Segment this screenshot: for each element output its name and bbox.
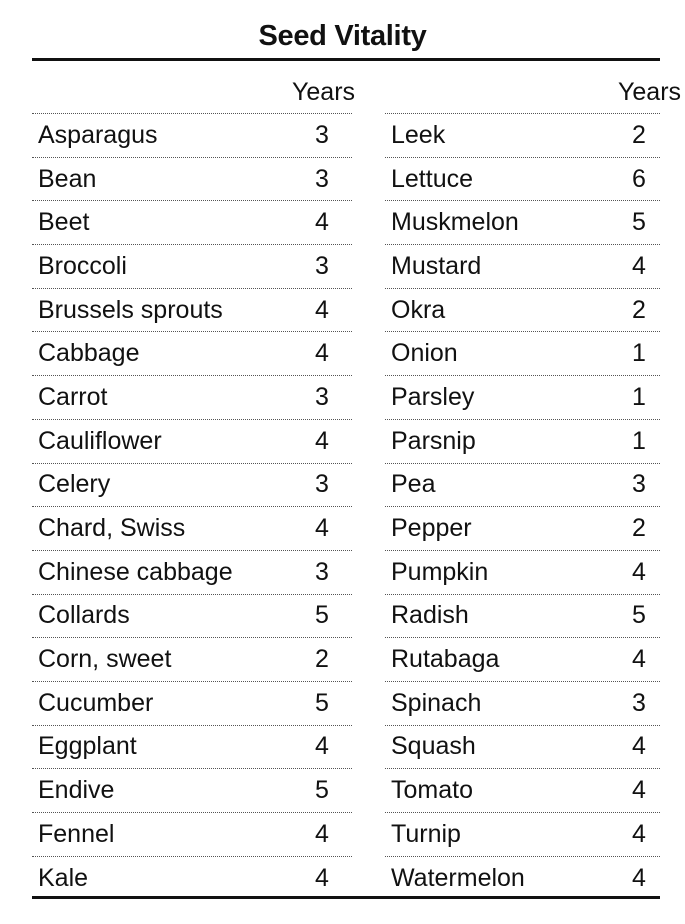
- vegetable-name: Celery: [38, 470, 111, 499]
- years-value: 6: [632, 164, 646, 193]
- left-years-header: Years: [292, 78, 356, 106]
- table-row: [32, 507, 352, 551]
- years-value: 2: [632, 295, 646, 324]
- years-value: 4: [632, 819, 646, 848]
- vegetable-name: Radish: [391, 601, 469, 630]
- vegetable-name: Broccoli: [38, 251, 127, 280]
- table-row: [32, 332, 352, 376]
- table-row: [32, 376, 352, 420]
- years-value: 4: [632, 776, 646, 805]
- years-value: 3: [315, 470, 329, 499]
- years-value: 1: [632, 426, 646, 455]
- years-value: 5: [315, 776, 329, 805]
- table-row: [32, 726, 352, 770]
- right-years-header: Years: [618, 78, 682, 106]
- vegetable-name: Pea: [391, 470, 436, 499]
- table-row: [385, 201, 660, 245]
- table-row: [385, 245, 660, 289]
- table-row: [32, 682, 352, 726]
- vegetable-name: Turnip: [391, 819, 461, 848]
- vegetable-name: Watermelon: [391, 864, 525, 893]
- years-value: 4: [315, 864, 329, 893]
- vegetable-name: Leek: [391, 120, 446, 149]
- vegetable-name: Cauliflower: [38, 426, 162, 455]
- table-row: [385, 813, 660, 857]
- table-title: Seed Vitality: [258, 20, 427, 52]
- years-value: 5: [632, 601, 646, 630]
- table-row: [385, 420, 660, 464]
- vegetable-name: Collards: [38, 601, 130, 630]
- vegetable-name: Endive: [38, 776, 115, 805]
- vegetable-name: Squash: [391, 732, 476, 761]
- years-value: 5: [315, 688, 329, 717]
- vegetable-name: Spinach: [391, 688, 482, 717]
- vegetable-name: Brussels sprouts: [38, 295, 223, 324]
- table-row: [32, 289, 352, 333]
- vegetable-name: Muskmelon: [391, 208, 519, 237]
- table-row: [385, 464, 660, 508]
- years-value: 4: [315, 295, 329, 324]
- years-value: 3: [315, 164, 329, 193]
- years-value: 4: [315, 514, 329, 543]
- years-value: 4: [315, 426, 329, 455]
- vegetable-name: Rutabaga: [391, 645, 500, 674]
- vegetable-name: Chinese cabbage: [38, 557, 233, 586]
- years-value: 4: [315, 732, 329, 761]
- years-value: 3: [315, 382, 329, 411]
- left-header-row: [32, 72, 356, 114]
- table-row: [385, 376, 660, 420]
- vegetable-name: Okra: [391, 295, 446, 324]
- vegetable-name: Tomato: [391, 776, 473, 805]
- years-value: 2: [632, 120, 646, 149]
- table-row: [32, 114, 352, 158]
- years-value: 4: [632, 864, 646, 893]
- table-row: [32, 158, 352, 202]
- vegetable-name: Eggplant: [38, 732, 137, 761]
- table-row: [32, 420, 352, 464]
- vegetable-name: Kale: [38, 864, 89, 893]
- vegetable-name: Parsley: [391, 382, 475, 411]
- vegetable-name: Fennel: [38, 819, 115, 848]
- years-value: 3: [632, 688, 646, 717]
- years-value: 3: [632, 470, 646, 499]
- vegetable-name: Pumpkin: [391, 557, 489, 586]
- years-value: 4: [632, 251, 646, 280]
- table-row: [32, 201, 352, 245]
- vegetable-name: Cabbage: [38, 339, 140, 368]
- table-row: [385, 595, 660, 639]
- left-rows: [32, 114, 352, 900]
- years-value: 3: [315, 557, 329, 586]
- years-value: 4: [632, 645, 646, 674]
- table-row: [385, 114, 660, 158]
- years-value: 2: [632, 514, 646, 543]
- table-row: [32, 595, 352, 639]
- right-column: [385, 72, 682, 900]
- years-value: 4: [632, 557, 646, 586]
- years-value: 3: [315, 251, 329, 280]
- table-row: [32, 857, 352, 901]
- table-row: [32, 769, 352, 813]
- vegetable-name: Beet: [38, 208, 90, 237]
- table-row: [385, 332, 660, 376]
- table-row: [385, 682, 660, 726]
- years-value: 5: [632, 208, 646, 237]
- vegetable-name: Bean: [38, 164, 97, 193]
- table-row: [32, 638, 352, 682]
- table-row: [385, 769, 660, 813]
- years-value: 4: [315, 339, 329, 368]
- years-value: 1: [632, 382, 646, 411]
- table-row: [385, 857, 660, 901]
- vegetable-name: Mustard: [391, 251, 482, 280]
- right-header-row: [385, 72, 682, 114]
- vegetable-name: Cucumber: [38, 688, 154, 717]
- years-value: 4: [315, 819, 329, 848]
- years-value: 2: [315, 645, 329, 674]
- table-row: [32, 245, 352, 289]
- years-value: 4: [632, 732, 646, 761]
- vegetable-name: Chard, Swiss: [38, 514, 186, 543]
- table-row: [385, 289, 660, 333]
- bottom-rule: [32, 896, 660, 899]
- table-row: [32, 813, 352, 857]
- years-value: 1: [632, 339, 646, 368]
- table-row: [385, 507, 660, 551]
- table-row: [385, 638, 660, 682]
- top-rule: [32, 58, 660, 61]
- years-value: 5: [315, 601, 329, 630]
- table-row: [385, 158, 660, 202]
- table-row: [385, 551, 660, 595]
- table-row: [32, 464, 352, 508]
- vegetable-name: Asparagus: [38, 120, 158, 149]
- vegetable-name: Carrot: [38, 382, 108, 411]
- years-value: 4: [315, 208, 329, 237]
- vegetable-name: Lettuce: [391, 164, 474, 193]
- vegetable-name: Pepper: [391, 514, 472, 543]
- vegetable-name: Onion: [391, 339, 458, 368]
- left-column: [32, 72, 356, 900]
- right-rows: [385, 114, 660, 900]
- table-row: [32, 551, 352, 595]
- vegetable-name: Parsnip: [391, 426, 476, 455]
- years-value: 3: [315, 120, 329, 149]
- table-row: [385, 726, 660, 770]
- vegetable-name: Corn, sweet: [38, 645, 172, 674]
